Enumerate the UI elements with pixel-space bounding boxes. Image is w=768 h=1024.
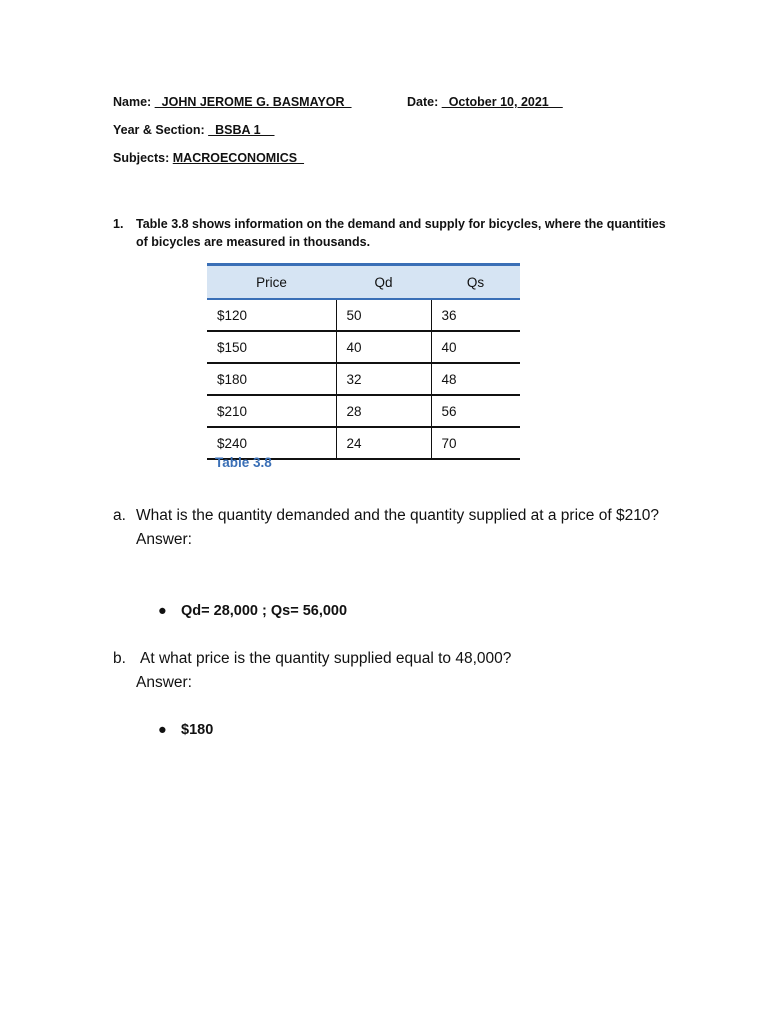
cell-qd: 40 — [336, 331, 431, 363]
subject-line — [113, 151, 304, 165]
date-value: _October 10, 2021__ — [441, 95, 563, 109]
cell-price: $180 — [207, 363, 336, 395]
part-a-answer-text: Qd= 28,000 ; Qs= 56,000 — [181, 603, 348, 619]
subject-label: Subjects: — [113, 151, 170, 165]
table-row — [207, 363, 520, 395]
cell-qs: 36 — [431, 299, 520, 331]
table-row — [207, 299, 520, 331]
demand-supply-table — [207, 263, 520, 460]
table-row — [207, 395, 520, 427]
question-1-text: Table 3.8 shows information on the demand and supply for bicycles, where the quantities of bicycles are measured in thousands. — [136, 217, 666, 249]
bullet-icon: ● — [158, 603, 167, 619]
column-header-qs: Qs — [431, 265, 520, 300]
part-b-letter: b. — [113, 650, 126, 667]
subject-value: MACROECONOMICS_ — [172, 151, 305, 165]
cell-price: $240 — [207, 427, 336, 459]
date-line — [407, 95, 563, 109]
column-header-price: Price — [207, 265, 336, 300]
cell-price: $120 — [207, 299, 336, 331]
name-value: _JOHN JEROME G. BASMAYOR_ — [154, 95, 352, 109]
cell-price: $210 — [207, 395, 336, 427]
part-a-question — [113, 504, 696, 552]
part-b-text: At what price is the quantity supplied equal to 48,000? — [140, 650, 512, 667]
part-a-text: What is the quantity demanded and the quantity supplied at a price of $210? — [136, 507, 660, 524]
cell-qd: 50 — [336, 299, 431, 331]
cell-qd: 32 — [336, 363, 431, 395]
part-a-answer — [158, 603, 347, 619]
cell-price: $150 — [207, 331, 336, 363]
question-1-number: 1. — [113, 217, 124, 231]
column-header-qd: Qd — [336, 265, 431, 300]
part-b-answer-label: Answer: — [136, 674, 192, 691]
part-b-answer — [158, 722, 213, 738]
name-label: Name: — [113, 95, 152, 109]
part-a-answer-label: Answer: — [136, 531, 192, 548]
cell-qd: 24 — [336, 427, 431, 459]
part-a-letter: a. — [113, 507, 126, 524]
bullet-icon: ● — [158, 722, 167, 738]
name-line — [113, 95, 352, 109]
table-header-row — [207, 265, 520, 300]
part-b-answer-text: $180 — [181, 722, 214, 738]
cell-qs: 40 — [431, 331, 520, 363]
year-section-line — [113, 123, 274, 137]
year-section-value: _BSBA 1__ — [208, 123, 275, 137]
cell-qs: 48 — [431, 363, 520, 395]
date-label: Date: — [407, 95, 439, 109]
cell-qs: 70 — [431, 427, 520, 459]
table-caption: Table 3.8 — [215, 455, 272, 470]
cell-qd: 28 — [336, 395, 431, 427]
table-row — [207, 331, 520, 363]
cell-qs: 56 — [431, 395, 520, 427]
question-1 — [113, 215, 673, 251]
part-b-question — [113, 647, 696, 695]
year-section-label: Year & Section: — [113, 123, 205, 137]
